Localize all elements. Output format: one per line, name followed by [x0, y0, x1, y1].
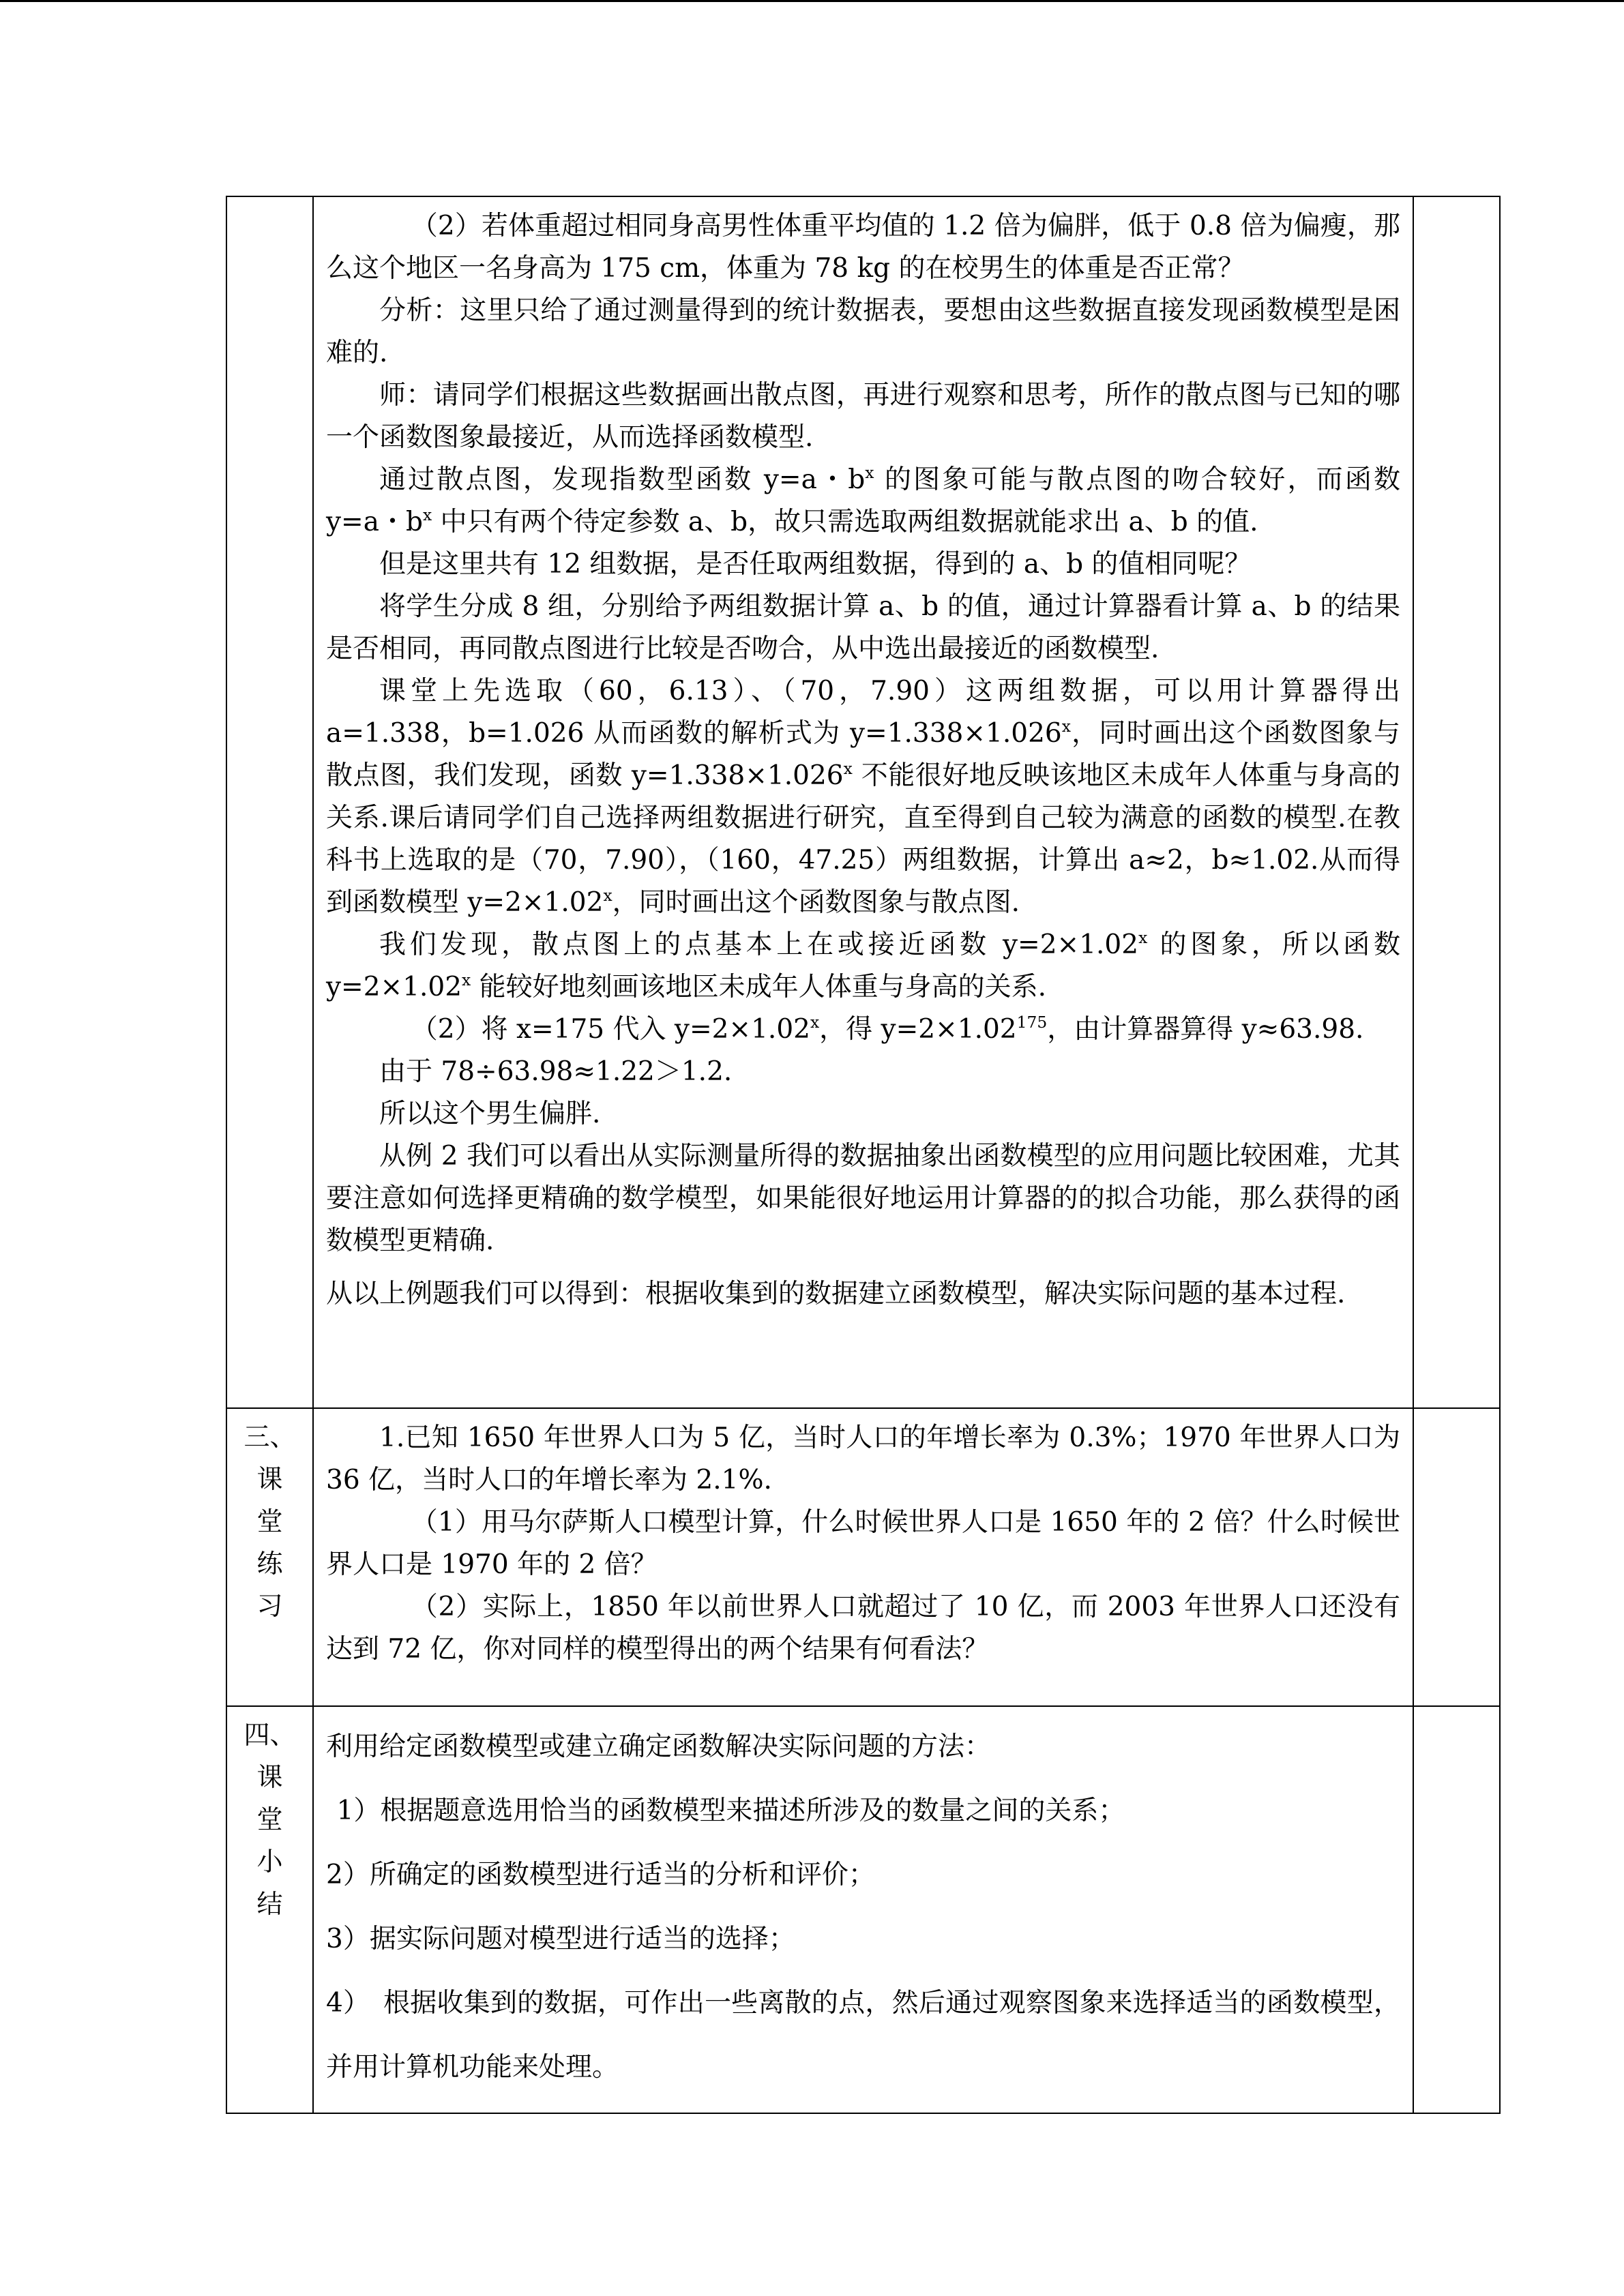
table-row-practice	[226, 1408, 1500, 1706]
paragraph: 将学生分成 8 组，分别给予两组数据计算 a、b 的值，通过计算器看计算 a、b 的结果是否相同，再同散点图进行比较是否吻合，从中选出最接近的函数模型.	[326, 591, 1400, 664]
paragraph: 从例 2 我们可以看出从实际测量所得的数据抽象出函数模型的应用问题比较困难，尤其要注意如何选择更精确的数学模型，如果能很好地运用计算器的的拟合功能，那么获得的函数模型更精确.	[326, 1141, 1400, 1256]
paragraph: 我们发现，散点图上的点基本上在或接近函数 $y=2\times 1.02^x$ 的图象，所以函数 $y=2\times 1.02^x$ 能较好地刻画该地区未成年人体重与身高的关系.	[326, 927, 1400, 1002]
label-char: 堂	[256, 1506, 283, 1536]
paragraph: 课堂上先选取（60，6.13）、（70，7.90）这两组数据，可以用计算器得出 a=1.338，b=1.026 从而函数的解析式为 $y=1.338\times 1.026^x$，同时画出这个函数图象与散点图，我们发现，函数 $y=1.338\times 1.026^x$ 不能很好地反映该地区未成年人体重与身高的关系.课后请同学们自己选择两组数据进行研究，直至得到自己较为满意的函数的模型.在教科书上选取的是（70，7.90），（160，47.25）两组数据，计算出 a≈2，b≈1.02.从而得到函数模型 $y=2\times 1.02^x$，同时画出这个函数图象与散点图.	[326, 676, 1400, 918]
paragraph: 但是这里共有 12 组数据，是否任取两组数据，得到的 a、b 的值相同呢？	[379, 549, 1252, 580]
paragraph: 通过散点图，发现指数型函数 y=a・$b^x$ 的图象可能与散点图的吻合较好，而函数 y=a・$b^x$ 中只有两个待定参数 a、b，故只需选取两组数据就能求出 a、b 的值.	[326, 462, 1400, 537]
list-item: 2）所确定的函数模型进行适当的分析和评价；	[326, 1860, 875, 1890]
label-char: 小	[256, 1847, 283, 1877]
list-item: 1）根据题意选用恰当的函数模型来描述所涉及的数量之间的关系；	[336, 1795, 1125, 1826]
remarks-cell	[1413, 1408, 1500, 1706]
label-char: 习	[256, 1591, 283, 1621]
paragraph: 利用给定函数模型或建立确定函数解决实际问题的方法：	[326, 1731, 992, 1762]
paragraph: （2）实际上，1850 年以前世界人口就超过了 10 亿，而 2003 年世界人口还没有达到 72 亿，你对同样的模型得出的两个结果有何看法？	[326, 1592, 1400, 1665]
paragraph: （2）若体重超过相同身高男性体重平均值的 1.2 倍为偏胖，低于 0.8 倍为偏瘦，那么这个地区一名身高为 175 cm，体重为 78 kg 的在校男生的体重是否正常？	[326, 211, 1400, 284]
paragraph: （1）用马尔萨斯人口模型计算，什么时候世界人口是 1650 年的 2 倍？什么时候世界人口是 1970 年的 2 倍？	[326, 1507, 1400, 1580]
label-char: 结	[256, 1889, 283, 1919]
label-char: 课	[256, 1464, 283, 1494]
paragraph: 由于 78÷63.98≈1.22＞1.2.	[379, 1056, 733, 1087]
example-content-cell	[313, 196, 1413, 1408]
label-char: 课	[256, 1762, 283, 1792]
label-char: 四、	[243, 1720, 296, 1750]
paragraph: 师：请同学们根据这些数据画出散点图，再进行观察和思考，所作的散点图与已知的哪一个函数图象最接近，从而选择函数模型.	[326, 380, 1400, 453]
list-item: 3）据实际问题对模型进行适当的选择；	[326, 1924, 795, 1954]
remarks-cell	[1413, 1706, 1500, 2113]
section-label-summary	[226, 1706, 313, 2113]
paragraph: 所以这个男生偏胖.	[379, 1099, 601, 1129]
label-char: 三、	[243, 1422, 296, 1452]
practice-content-cell	[313, 1408, 1413, 1706]
section-label-practice	[226, 1408, 313, 1706]
list-item: 4） 根据收集到的数据，可作出一些离散的点，然后通过观察图象来选择适当的函数模型，并用计算机功能来处理。	[326, 1988, 1400, 2083]
paragraph: （2）将 x=175 代入 $y=2\times 1.02^x$，得 $y=2\times 1.02^{175}$，由计算器算得 y≈63.98.	[411, 1012, 1364, 1045]
paragraph: 1.已知 1650 年世界人口为 5 亿，当时人口的年增长率为 0.3%；1970 年世界人口为 36 亿，当时人口的年增长率为 2.1%.	[326, 1422, 1400, 1495]
label-char: 堂	[256, 1804, 283, 1834]
paragraph: 分析：这里只给了通过测量得到的统计数据表，要想由这些数据直接发现函数模型是困难的.	[326, 295, 1400, 368]
section-label-empty	[226, 196, 313, 1408]
lesson-plan-table	[226, 196, 1501, 2114]
remarks-cell	[1413, 196, 1500, 1408]
paragraph-conclusion: 从以上例题我们可以得到：根据收集到的数据建立函数模型，解决实际问题的基本过程.	[326, 1279, 1346, 1309]
label-char: 练	[256, 1549, 283, 1579]
page-top-border	[0, 0, 1624, 2]
summary-content-cell	[313, 1706, 1413, 2113]
table-row-summary	[226, 1706, 1500, 2113]
table-row-example	[226, 196, 1500, 1408]
